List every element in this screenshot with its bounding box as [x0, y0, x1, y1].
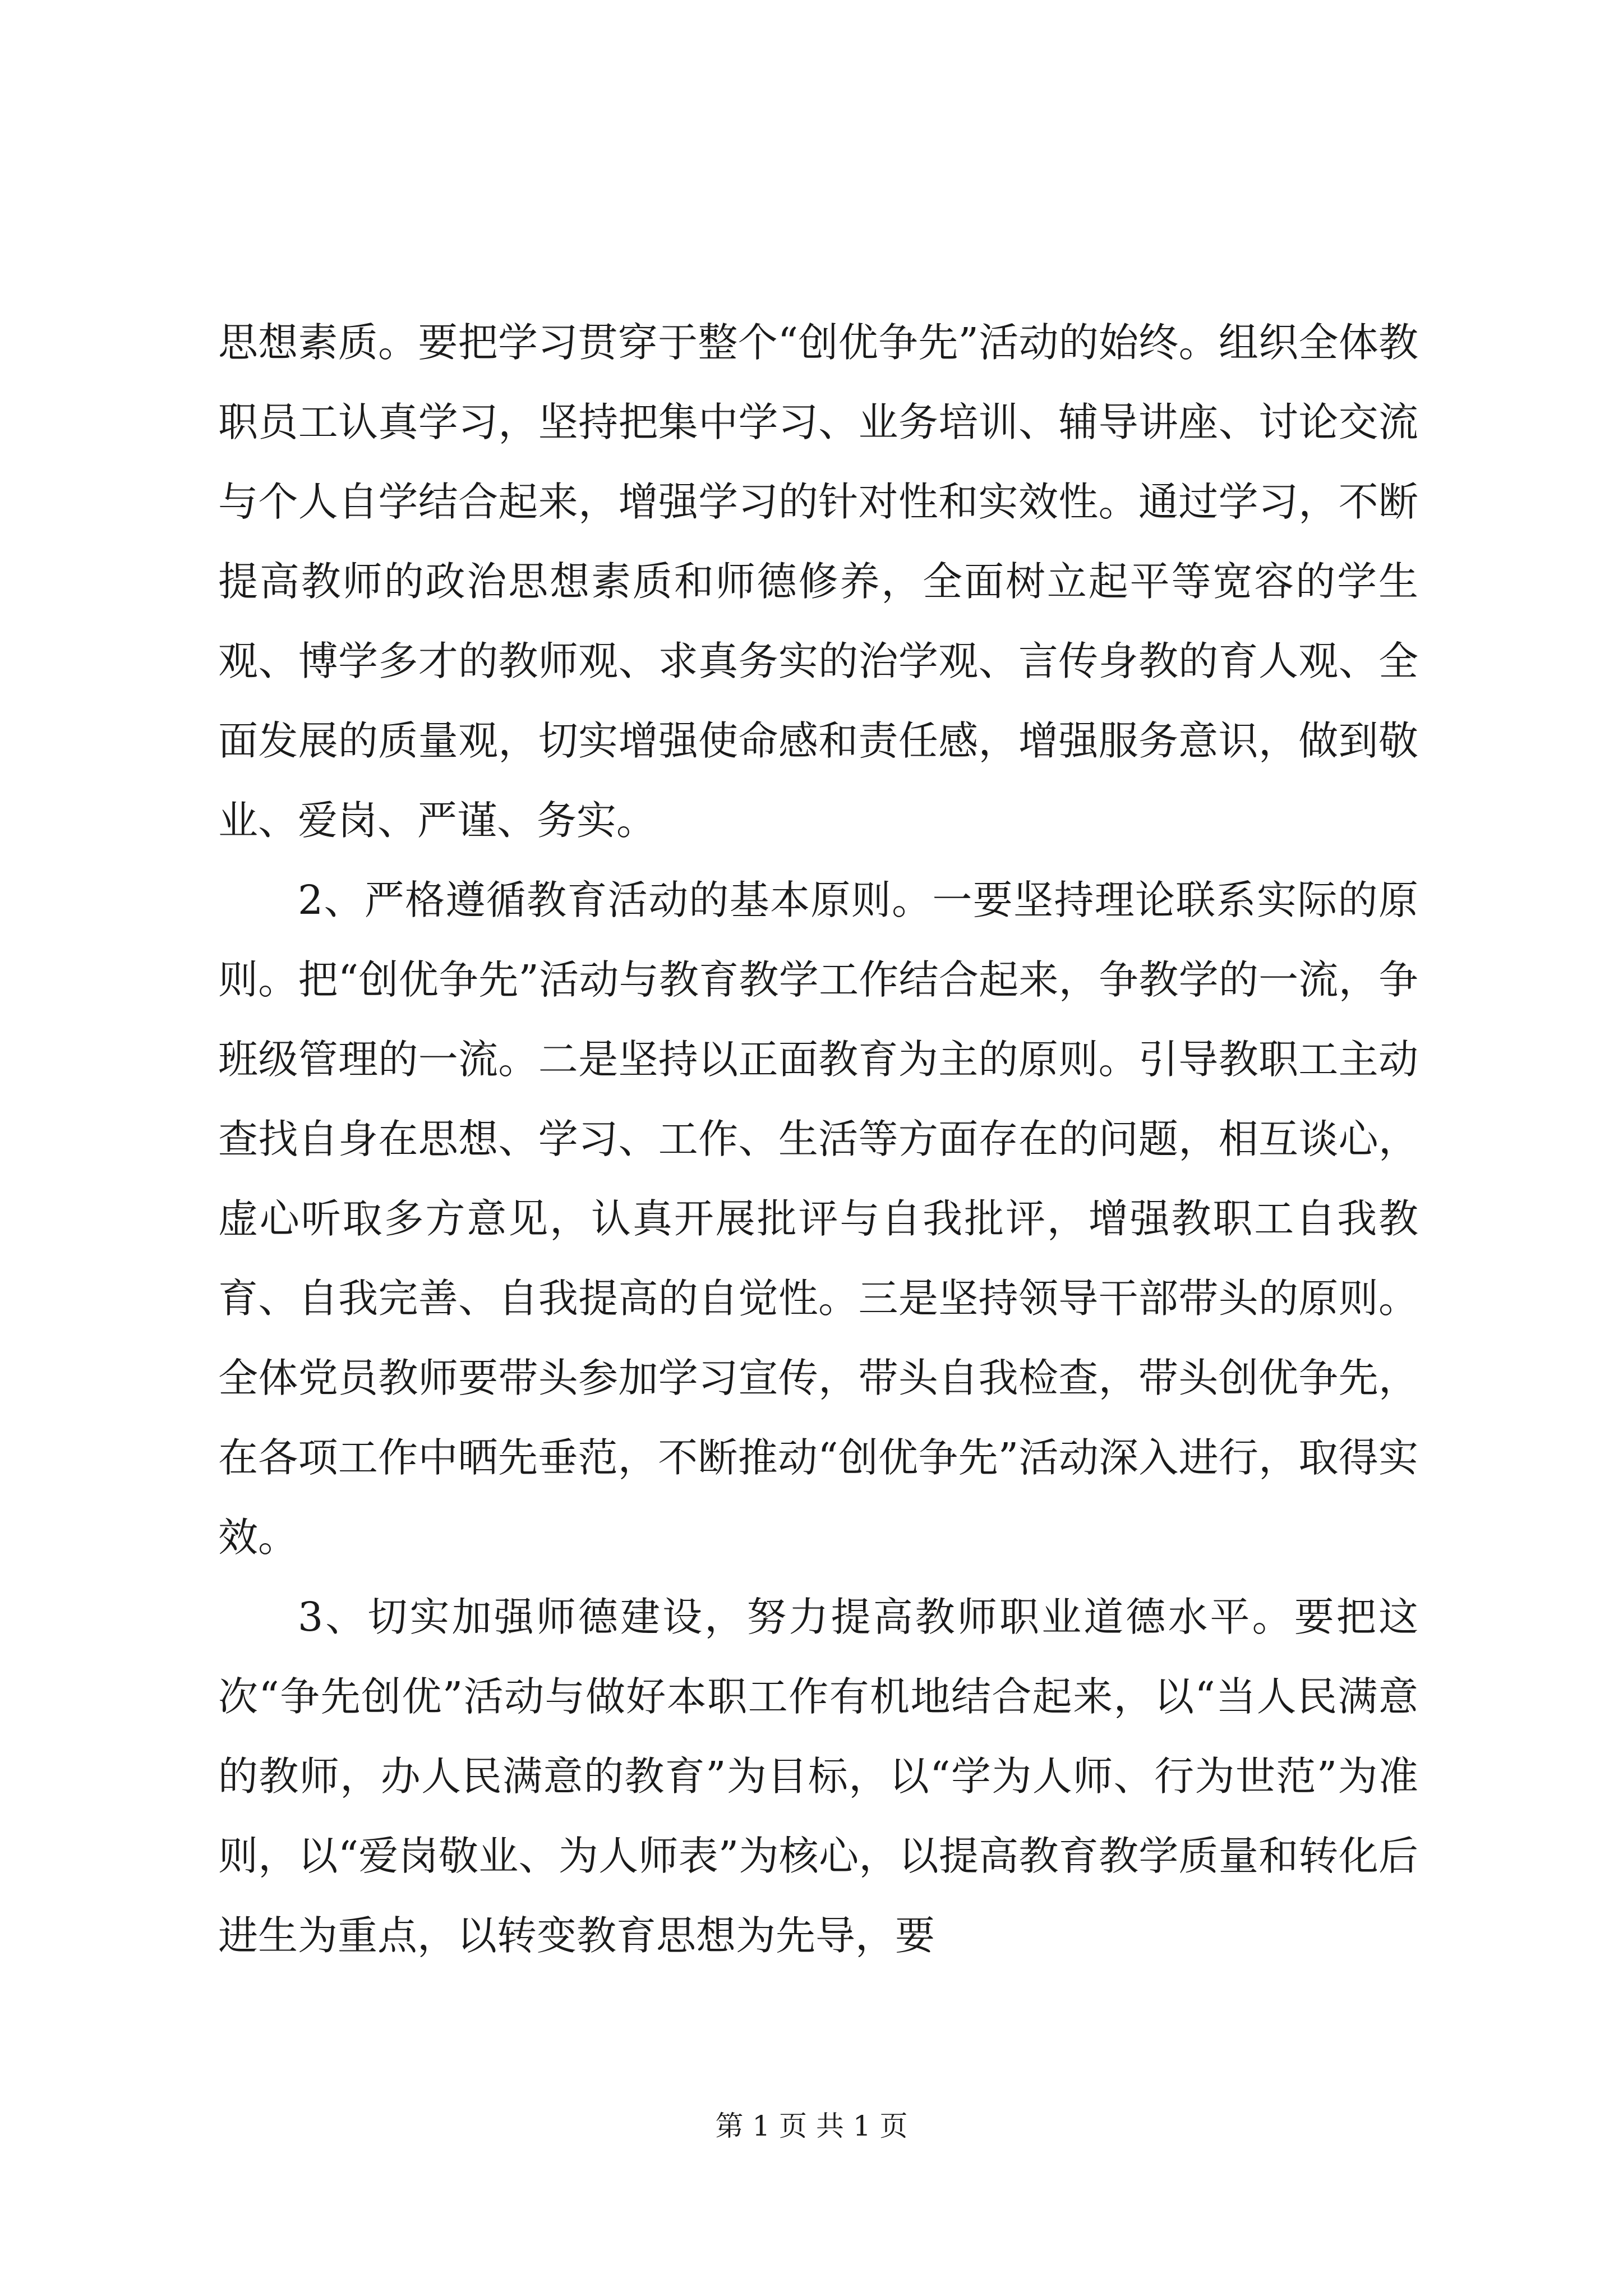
paragraph-2: 2、严格遵循教育活动的基本原则。一要坚持理论联系实际的原则。把“创优争先”活动与教育教学工作结合起来，争教学的一流，争班级管理的一流。二是坚持以正面教育为主的原则。引导教职工主动查找自身在思想、学习、工作、生活等方面存在的问题，相互谈心，虚心听取多方意见，认真开展批评与自我批评，增强教职工自我教育、自我完善、自我提高的自觉性。三是坚持领导干部带头的原则。全体党员教师要带头参加学习宣传，带头自我检查，带头创优争先，在各项工作中晒先垂范，不断推动“创优争先”活动深入进行，取得实效。	[218, 877, 1418, 1561]
paragraph-1: 思想素质。要把学习贯穿于整个“创优争先”活动的始终。组织全体教职员工认真学习，坚持把集中学习、业务培训、辅导讲座、讨论交流与个人自学结合起来，增强学习的针对性和实效性。通过学习，不断提高教师的政治思想素质和师德修养，全面树立起平等宽容的学生观、博学多才的教师观、求真务实的治学观、言传身教的育人观、全面发展的质量观，切实增强使命感和责任感，增强服务意识，做到敬业、爱岗、严谨、务实。	[218, 319, 1418, 844]
page-footer: 第 1 页 共 1 页	[715, 2110, 908, 2142]
paragraph-3: 3、切实加强师德建设，努力提高教师职业道德水平。要把这次“争先创优”活动与做好本职工作有机地结合起来，以“当人民满意的教师，办人民满意的教育”为目标，以“学为人师、行为世范”为准则，以“爱岗敬业、为人师表”为核心，以提高教育教学质量和转化后进生为重点，以转变教育思想为先导，要	[218, 1594, 1418, 1959]
document-body	[218, 303, 1418, 1976]
